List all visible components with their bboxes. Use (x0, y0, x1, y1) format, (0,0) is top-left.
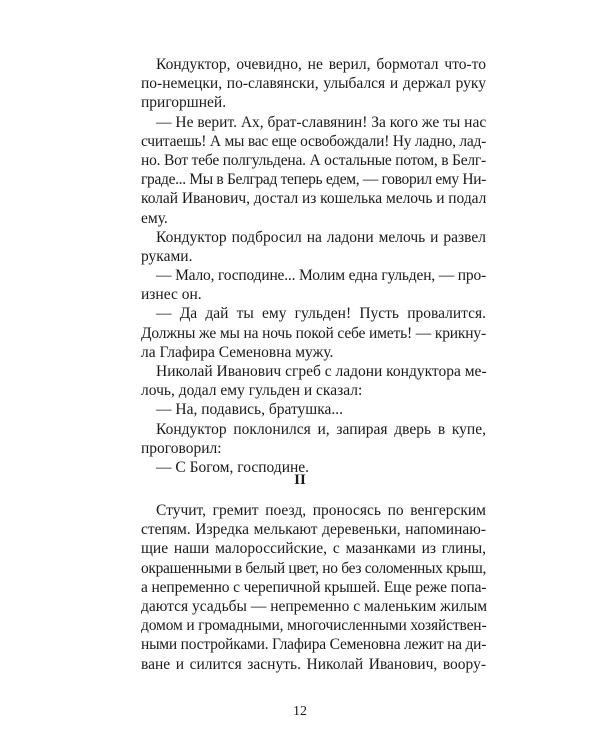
text-line: колай Иванович, достал из кошелька мелочь и подал (141, 190, 487, 208)
page-number: 12 (293, 704, 307, 719)
text-line: — Да дай ты ему гульден! Пусть провалится. (156, 305, 486, 323)
text-line: — С Богом, господине. (156, 458, 310, 476)
text-line: ване и силится заснуть. Николай Иванович, воору- (141, 655, 486, 673)
text-line: Должны же мы на ночь покой себе иметь! — крикну- (141, 324, 486, 342)
text-line: степям. Изредка мелькают деревеньки, напоминаю- (141, 521, 486, 539)
text-line: Стучит, гремит поезд, проносясь по венгерским (156, 502, 486, 519)
text-line: граде... Мы в Белград теперь едем, — говорил ему Ни- (141, 171, 486, 189)
text-section-one (141, 55, 486, 477)
text-line: — Не верит. Ах, брат-славянин! За кого же ты нас (156, 113, 487, 131)
text-line: но. Вот тебе полгульдена. А остальные потом, в Белг- (141, 151, 486, 169)
text-line: окрашенными в белый цвет, но без соломенных крыш, (141, 559, 486, 577)
chapter-heading: II (294, 472, 306, 488)
text-line: — На, подавись, братушка... (156, 401, 344, 419)
text-line: даются усадьбы — непременно с маленьким жилым (141, 597, 488, 615)
text-line: Николай Иванович сгреб с ладони кондуктора ме- (156, 363, 487, 380)
text-line: Кондуктор, очевидно, не верил, бормотал что-то (156, 56, 486, 73)
text-line: лочь, додал ему гульден и сказал: (141, 382, 363, 400)
text-line: щие наши малороссийские, с мазанками из глины, (141, 540, 486, 558)
text-line: Кондуктор подбросил на ладони мелочь и развел (156, 228, 486, 246)
text-line: ными постройками. Глафира Семеновна лежит на ди- (141, 636, 487, 654)
text-line: а непременно с черепичной крышей. Еще реже попа- (141, 578, 487, 596)
text-line: изнес он. (141, 286, 202, 304)
text-section-two (141, 501, 486, 674)
text-line: Кондуктор поклонился и, запирая дверь в купе, (156, 420, 486, 438)
text-line: пригоршней. (141, 94, 227, 112)
text-line: по-немецки, по-славянски, улыбался и держал руку (141, 75, 486, 93)
text-line: ему. (141, 209, 168, 227)
text-line: — Мало, господине... Молим една гульден, — про- (156, 267, 486, 285)
text-line: руками. (141, 247, 193, 265)
text-line: проговорил: (141, 439, 222, 457)
text-line: ла Глафира Семеновна мужу. (141, 343, 334, 361)
text-line: домом и громадными, многочисленными хозяйствен- (141, 617, 487, 635)
text-line: считаешь! А мы вас еще освобождали! Ну ладно, лад- (141, 132, 486, 150)
